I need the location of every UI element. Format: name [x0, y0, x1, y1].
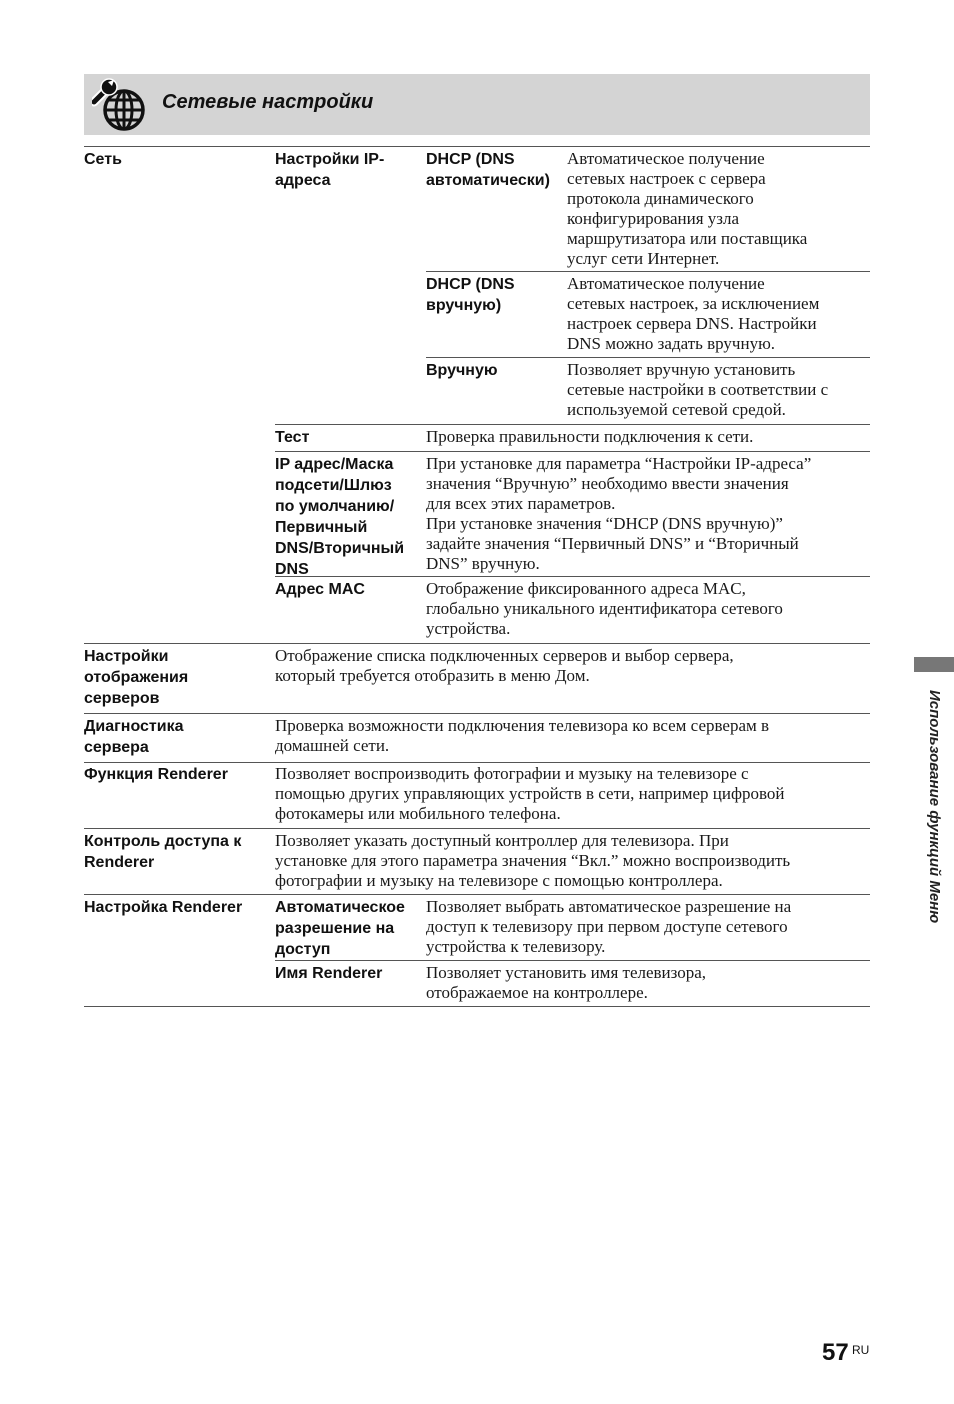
row-desc-server-diag: Проверка возможности подключения телевизора ко всем серверам в домашней сети.	[275, 716, 770, 755]
section-header	[84, 74, 870, 135]
sub-label-ip-address: IP адрес/Маска подсети/Шлюз по умолчанию/ Первичный DNS/Вторичный DNS	[275, 456, 405, 578]
row-label-renderer-setup: Настройка Renderer	[84, 899, 243, 916]
side-tab-label: Использование функций Меню	[926, 690, 943, 924]
row-divider	[84, 894, 870, 895]
option-label-dhcp-manual: DHCP (DNS вручную)	[426, 276, 515, 314]
row-desc-renderer-access: Позволяет указать доступный контроллер для телевизора. При установке для этого параметра значения “Вкл.” можно воспроизводить фотографии и музыку на телевизоре с помощью контроллера.	[275, 831, 791, 890]
row-divider	[84, 713, 870, 714]
row-label-server-display: Настройки отображения серверов	[84, 648, 189, 707]
option-label-manual: Вручную	[426, 362, 498, 379]
row-label-renderer-access: Контроль доступа к Renderer	[84, 833, 242, 871]
row-divider	[426, 357, 870, 358]
row-divider	[84, 762, 870, 763]
section-title: Сетевые настройки	[162, 91, 374, 113]
row-divider	[275, 424, 870, 425]
row-desc-server-display: Отображение списка подключенных серверов и выбор сервера, который требуется отобразить в меню Дом.	[275, 646, 734, 685]
sub-desc-test: Проверка правильности подключения к сети.	[426, 427, 754, 446]
option-label-dhcp-auto: DHCP (DNS автоматически)	[426, 151, 550, 189]
wrench-globe-icon	[92, 78, 146, 132]
sub-label-ip-settings: Настройки IP- адреса	[275, 151, 385, 189]
sub-desc-ip-address: При установке для параметра “Настройки IP-адреса” значения “Вручную” необходимо ввести значения для всех этих параметров. При установке значения “DHCP (DNS вручную)” задайте значения “Первичный DNS” и “Вторичный DNS” вручную.	[426, 454, 812, 573]
page-number: 57	[822, 1339, 849, 1366]
row-divider	[84, 643, 870, 644]
page-language: RU	[852, 1343, 870, 1357]
row-divider	[84, 146, 870, 147]
row-label-renderer-func: Функция Renderer	[84, 766, 228, 783]
sub-desc-mac: Отображение фиксированного адреса MAC, глобально уникального идентификатора сетевого устройства.	[426, 579, 783, 638]
row-label-server-diag: Диагностика сервера	[84, 718, 184, 756]
sub-label-renderer-name: Имя Renderer	[275, 965, 383, 982]
sub-label-auto-permit: Автоматическое разрешение на доступ	[275, 899, 405, 958]
row-divider	[275, 451, 870, 452]
row-desc-renderer-func: Позволяет воспроизводить фотографии и музыку на телевизоре с помощью других управляющих устройств в сети, например цифровой фотокамеры или мобильного телефона.	[275, 764, 785, 823]
row-label-network: Сеть	[84, 151, 122, 168]
row-divider	[84, 1006, 870, 1007]
sub-label-mac: Адрес MAC	[275, 581, 365, 598]
sub-desc-auto-permit: Позволяет выбрать автоматическое разрешение на доступ к телевизору при первом доступе сетевого устройства к телевизору.	[426, 897, 792, 956]
option-desc-dhcp-auto: Автоматическое получение сетевых настроек с сервера протокола динамического конфигурирования узла маршрутизатора или поставщика услуг сети Интернет.	[567, 149, 808, 268]
row-divider	[84, 828, 870, 829]
side-tab-marker	[914, 657, 954, 672]
sub-desc-renderer-name: Позволяет установить имя телевизора, отображаемое на контроллере.	[426, 963, 707, 1002]
row-divider	[426, 271, 870, 272]
option-desc-manual: Позволяет вручную установить сетевые настройки в соответствии с используемой сетевой средой.	[567, 360, 829, 419]
option-desc-dhcp-manual: Автоматическое получение сетевых настроек, за исключением настроек сервера DNS. Настройки DNS можно задать вручную.	[567, 274, 820, 353]
sub-label-test: Тест	[275, 429, 310, 446]
row-divider	[275, 960, 870, 961]
